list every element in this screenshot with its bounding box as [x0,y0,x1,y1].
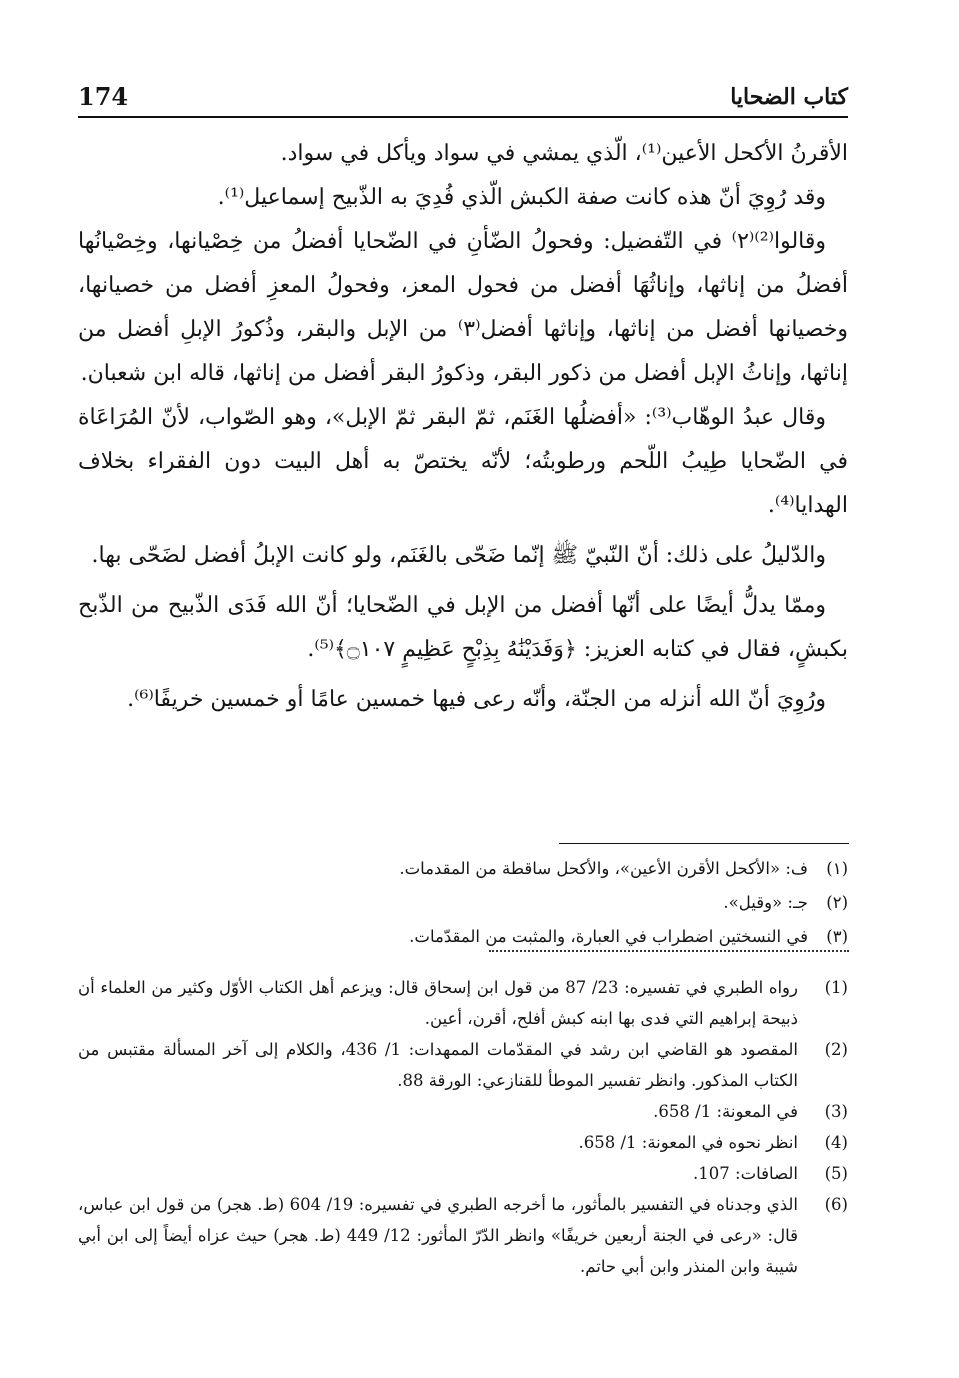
footnote-number: (2) [824,1040,848,1059]
source-footnotes [78,972,848,1282]
paragraph: ورُوِيَ أنّ الله أنزله من الجنّة، وأنّه رعى فيها خمسين عامًا أو خمسين خريفًا⁽⁶⁾. [127,687,826,712]
running-header [78,82,848,118]
paragraph: وقد رُوِيَ أنّ هذه كانت صفة الكبش الّذي فُدِيَ به الذّبيح إسماعيل⁽¹⁾. [217,185,826,210]
chapter-title: كتاب الضحايا [730,84,848,110]
footnote-text: جـ: «وقيل». [723,893,808,912]
footnote [78,1127,848,1158]
footnote-number: (3) [824,1102,848,1121]
footnote-number: (4) [824,1133,848,1152]
footnote-text: انظر نحوه في المعونة: 1/ 658. [578,1133,798,1152]
footnote [78,1189,848,1282]
paragraph: الأقرنُ الأكحل الأعين⁽¹⁾، الّذي يمشي في سواد ويأكل في سواد. [280,141,848,166]
footnote-text: ف: «الأكحل الأقرن الأعين»، والأكحل ساقطة من المقدمات. [399,859,808,878]
footnote [110,920,848,954]
footnote-text: في النسختين اضطراب في العبارة، والمثبت من المقدّمات. [409,927,808,946]
footnote-text: الذي وجدناه في التفسير بالمأثور، ما أخرجه الطبري في تفسيره: 19/ 604 (ط. هجر) من قول ابن عباس، قال: «رعى في الجنة أربعين خريفًا» وانظر الدّرّ المأثور: 12/ 449 (ط. هجر) حيث عزاه أيضاً إلى ابن أبي شيبة وابن المنذر وابن أبي حاتم. [78,1195,798,1276]
main-text [78,132,848,722]
footnote-number: (5) [824,1164,848,1183]
footnote-text: في المعونة: 1/ 658. [653,1102,798,1121]
footnote [78,1158,848,1189]
footnote-separator [559,843,849,844]
footnote [78,1034,848,1096]
footnote-text: المقصود هو القاضي ابن رشد في المقدّمات الممهدات: 1/ 436، والكلام إلى آخر المسألة مقتبس من الكتاب المذكور. وانظر تفسير الموطأ للقنازعي: الورقة 88. [78,1040,798,1090]
footnote-text: الصافات: 107. [693,1164,798,1183]
paragraph: وقالوا⁽²⁾⁽٢⁾ في التّفضيل: وفحولُ الضّأنِ في الضّحايا أفضلُ من خِصْيانها، وخِصْيانُها أفضلُ من إناثها، وإناثُهَا أفضل من فحول المعز، وفحولُ المعزِ أفضل من خصيانها، وخصيانها أفضل من إناثها، وإناثها أفضل⁽٣⁾ من الإبل والبقر، وذُكورُ الإبلِ أفضل من إناثها، وإناثُ الإبل أفضل من ذكور البقر، وذكورُ البقر أفضل من إناثها، قاله ابن شعبان. [78,229,848,386]
variant-footnotes [110,852,848,954]
footnote [110,886,848,920]
footnote-number: (٢) [826,893,848,912]
footnote-number: (6) [824,1195,848,1214]
footnote [110,852,848,886]
paragraph: وممّا يدلُّ أيضًا على أنّها أفضل من الإبل في الضّحايا؛ أنّ الله فَدَى الذّبيح من الذّبح بكبشٍ، فقال في كتابه العزيز: ﴿وَفَدَيْنَٰهُ بِذِبْحٍ عَظِيمٍ ۝١٠٧﴾⁽⁵⁾. [78,593,848,662]
paragraph: والدّليلُ على ذلك: أنّ النّبيّ ﷺ إنّما ضَحّى بالغَنَم، ولو كانت الإبلُ أفضل لضَحّى بها. [91,543,826,568]
page-number: 174 [78,82,129,111]
footnote [78,972,848,1034]
footnote-number: (٣) [826,927,848,946]
dotted-separator [489,950,849,952]
footnote [78,1096,848,1127]
paragraph: وقال عبدُ الوهّاب⁽³⁾: «أفضلُها الغَنَم، ثمّ البقر ثمّ الإبل»، وهو الصّواب، لأنّ المُرَاعَاة في الضّحايا طِيبُ اللّحم ورطوبتُه؛ لأنّه يختصّ به أهل البيت دون الفقراء بخلاف الهدايا⁽⁴⁾. [78,405,848,518]
footnote-number: (١) [826,859,848,878]
footnote-text: رواه الطبري في تفسيره: 23/ 87 من قول ابن إسحاق قال: ويزعم أهل الكتاب الأوّل وكثير من العلماء أن ذبيحة إبراهيم التي فدى بها ابنه كبش أفلح، أقرن، أعين. [78,978,798,1028]
footnote-number: (1) [824,978,848,997]
